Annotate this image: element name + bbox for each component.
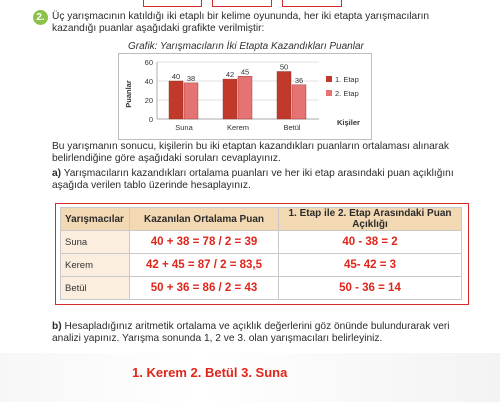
final-answer: 1. Kerem 2. Betül 3. Suna xyxy=(132,365,288,380)
data-label: 45 xyxy=(240,67,250,77)
table-header-row xyxy=(61,208,462,231)
average-calculation: 50 + 36 = 86 / 2 = 43 xyxy=(130,277,279,300)
table-row xyxy=(61,277,462,300)
previous-table-cell xyxy=(143,0,202,7)
previous-table-cell xyxy=(282,0,342,7)
header-average: Kazanılan Ortalama Puan xyxy=(130,208,279,231)
contestant-name: Betül xyxy=(61,277,130,300)
part-b-line-1 xyxy=(52,321,450,333)
range-calculation: 50 - 36 = 14 xyxy=(279,277,462,300)
x-tick-label: Betül xyxy=(283,123,301,132)
header-range: 1. Etap ile 2. Etap Arasındaki Puan Açıklığı xyxy=(279,208,462,231)
range-calculation: 40 - 38 = 2 xyxy=(279,231,462,254)
bar xyxy=(277,72,291,120)
average-calculation: 42 + 45 = 87 / 2 = 83,5 xyxy=(130,254,279,277)
y-axis-label: Puanlar xyxy=(124,80,133,108)
y-tick-label: 20 xyxy=(144,96,153,105)
part-a-text: Yarışmacıların kazandıkları ortalama puanları ve her iki etap arasındaki puan açıklığını xyxy=(63,168,454,179)
bar xyxy=(292,85,306,119)
legend-label: 2. Etap xyxy=(335,89,359,98)
chart-caption: Grafik: Yarışmacıların İki Etapta Kazandıkları Puanlar xyxy=(128,41,364,52)
results-table xyxy=(60,207,462,300)
bar-chart xyxy=(119,54,371,139)
data-label: 36 xyxy=(294,75,304,85)
data-label: 38 xyxy=(186,73,196,83)
contestant-name: Kerem xyxy=(61,254,130,277)
x-tick-label: Kerem xyxy=(226,123,250,132)
y-tick-label: 0 xyxy=(148,115,153,124)
bar xyxy=(184,83,198,119)
previous-table-cell xyxy=(212,0,272,7)
chart-frame xyxy=(118,53,372,140)
data-label: 50 xyxy=(279,62,289,72)
part-b-label: b) xyxy=(52,321,62,332)
legend-label: 1. Etap xyxy=(335,75,359,84)
contestant-name: Suna xyxy=(61,231,130,254)
intro-line-1: Üç yarışmacının katıldığı iki etaplı bir kelime oyununda, her iki etapta yarışmacıların xyxy=(52,11,430,22)
part-a-line-2: aşağıda verilen tablo üzerinde hesaplayınız. xyxy=(52,180,251,191)
part-b-text: Hesapladığınız aritmetik ortalama ve açıklık değerlerini göz önünde bulundurarak veri xyxy=(64,321,450,332)
x-tick-label: Suna xyxy=(175,123,193,132)
bar xyxy=(169,81,183,119)
range-calculation: 45- 42 = 3 xyxy=(279,254,462,277)
part-a-line-1 xyxy=(52,168,454,180)
para2-line-2: belirlendiğine göre aşağıdaki soruları cevaplayınız. xyxy=(52,153,281,164)
x-axis-label: Kişiler xyxy=(337,118,360,127)
data-label: 40 xyxy=(171,72,181,81)
bar xyxy=(223,79,237,119)
intro-line-2: kazandığı puanlar aşağıdaki grafikte verilmiştir: xyxy=(52,23,265,34)
y-tick-label: 40 xyxy=(144,77,153,86)
part-b-line-2: analizi yapınız. Yarışma sonunda 1, 2 ve 3. olan yarışmacıları belirleyiniz. xyxy=(52,333,383,344)
header-contestants: Yarışmacılar xyxy=(61,208,130,231)
para2-line-1: Bu yarışmanın sonucu, kişilerin bu iki etaptan kazandıkları puanların ortalaması alınarak xyxy=(52,141,449,152)
legend-swatch xyxy=(326,90,332,96)
data-label: 42 xyxy=(225,70,235,80)
average-calculation: 40 + 38 = 78 / 2 = 39 xyxy=(130,231,279,254)
legend-swatch xyxy=(326,76,332,82)
table-row xyxy=(61,254,462,277)
question-number-badge: 2. xyxy=(33,10,48,25)
bar xyxy=(238,76,252,119)
table-row xyxy=(61,231,462,254)
y-tick-label: 60 xyxy=(144,58,153,67)
part-a-label: a) xyxy=(52,168,62,179)
